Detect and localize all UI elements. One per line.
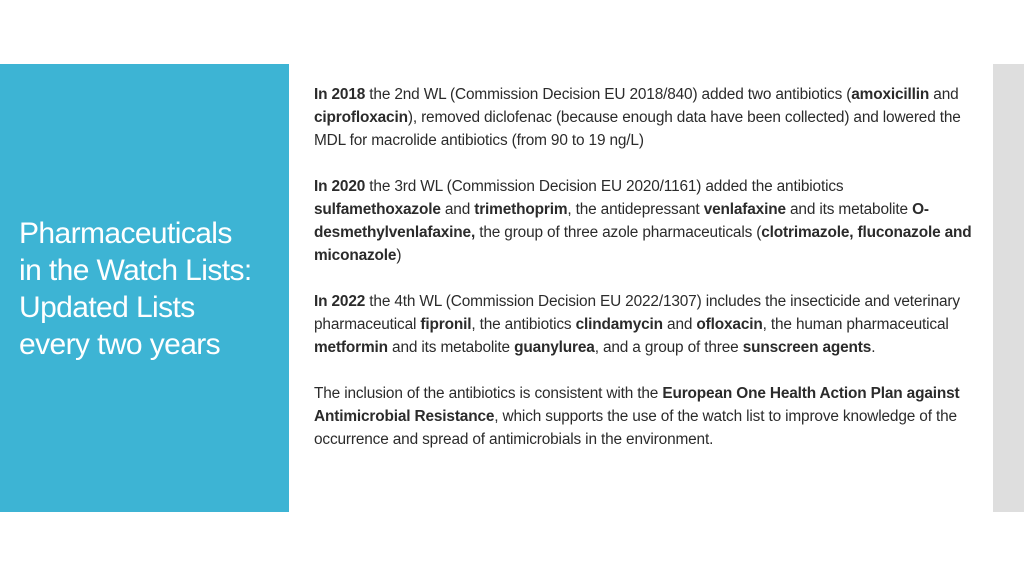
text-run: .	[871, 339, 876, 356]
body-paragraph	[314, 175, 974, 267]
bold-term: sunscreen agents	[742, 339, 872, 356]
text-run: and	[929, 86, 959, 103]
bold-term: fipronil	[420, 316, 472, 333]
body-paragraph	[314, 83, 974, 152]
bold-term: sulfamethoxazole	[314, 201, 441, 218]
text-run: and	[440, 201, 475, 218]
text-run: ), removed diclofenac (because enough data have been collected) and lowered the MDL for macrolide antibiotics (from 90 to 19 ng/L)	[314, 109, 961, 149]
body-paragraph	[314, 290, 974, 359]
text-run: The inclusion of the antibiotics is consistent with the	[314, 385, 663, 402]
text-run: , which supports the use of the watch list to improve knowledge of the occurrence and spread of antimicrobials in the environment.	[314, 408, 957, 448]
text-run: the 4th WL (Commission Decision EU 2022/1307) includes the insecticide and veterinary pharmaceutical	[314, 293, 960, 333]
bold-term: In 2022	[314, 293, 366, 310]
bold-term: In 2018	[314, 86, 366, 103]
bold-term: European One Health Action Plan against Antimicrobial Resistance	[314, 385, 960, 425]
text-run: , the human pharmaceutical	[762, 316, 949, 333]
scrollbar[interactable]	[993, 64, 1024, 512]
text-run: , and a group of three	[594, 339, 743, 356]
bold-term: In 2020	[314, 178, 366, 195]
bold-term: clindamycin	[575, 316, 663, 333]
bold-term: venlafaxine	[703, 201, 786, 218]
text-run: and its metabolite	[785, 201, 913, 218]
bold-term: trimethoprim	[474, 201, 568, 218]
bold-term: ciprofloxacin	[314, 109, 408, 126]
bold-term: clotrimazole, fluconazole and miconazole	[314, 224, 972, 264]
text-run: and	[662, 316, 697, 333]
bold-term: O-desmethylvenlafaxine,	[314, 201, 929, 241]
text-run: and its metabolite	[387, 339, 515, 356]
slide-title: Pharmaceuticals in the Watch Lists: Updated Lists every two years	[19, 217, 252, 361]
bold-term: ofloxacin	[696, 316, 763, 333]
slide-body	[314, 83, 974, 451]
body-paragraph	[314, 382, 974, 451]
text-run: the group of three azole pharmaceuticals (	[475, 224, 762, 241]
text-run: , the antidepressant	[567, 201, 704, 218]
bold-term: amoxicillin	[851, 86, 930, 103]
text-run: , the antibiotics	[471, 316, 576, 333]
bold-term: guanylurea	[514, 339, 595, 356]
text-run: )	[396, 247, 402, 264]
text-run: the 3rd WL (Commission Decision EU 2020/1161) added the antibiotics	[365, 178, 844, 195]
text-run: the 2nd WL (Commission Decision EU 2018/840) added two antibiotics (	[365, 86, 852, 103]
bold-term: metformin	[314, 339, 388, 356]
